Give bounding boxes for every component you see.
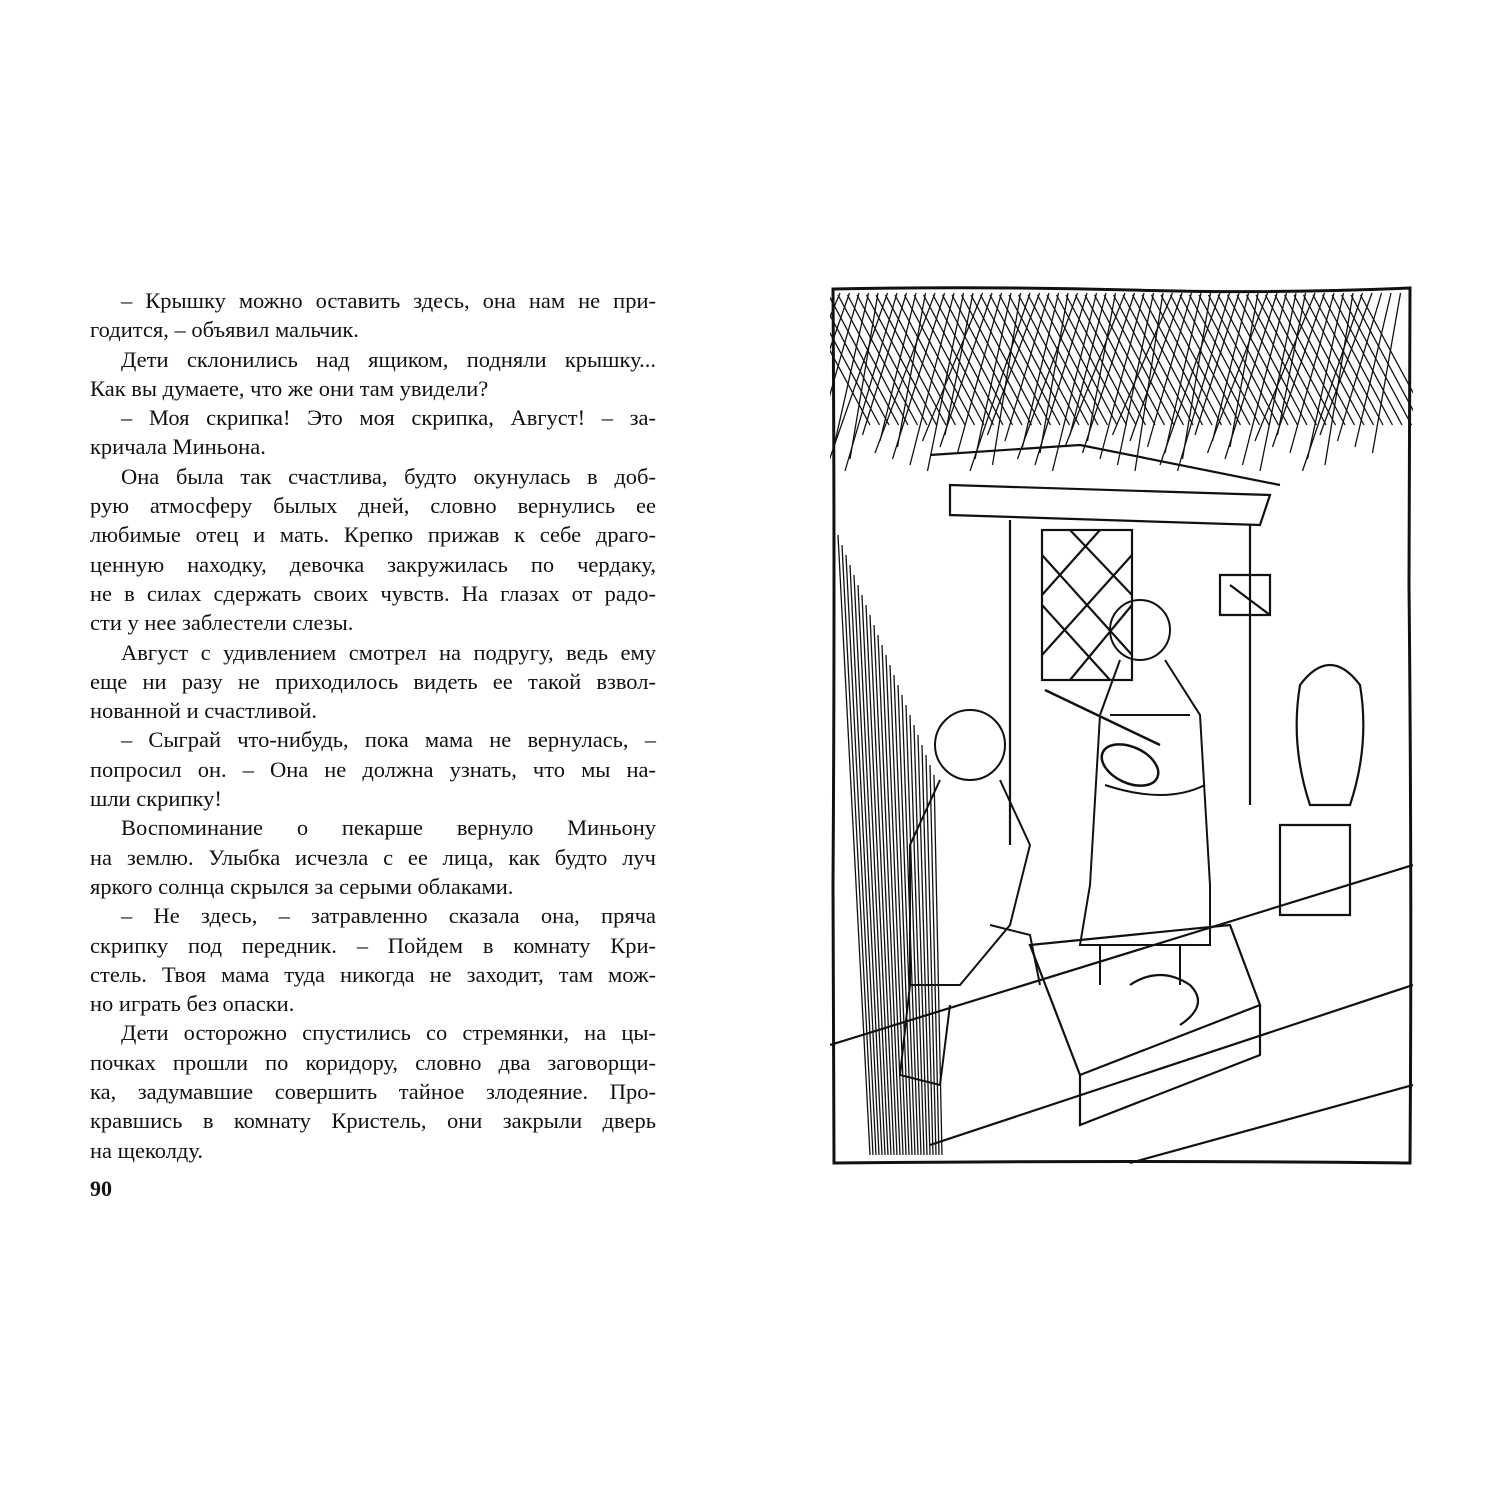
text-line: Она была так счастлива, будто окунулась в доб-	[121, 463, 656, 489]
text-line: кравшись в комнату Кристель, они закрыли дверь	[90, 1108, 656, 1134]
text-line: стель. Твоя мама туда никогда не заходит, там мож-	[90, 961, 656, 987]
text-line: – Не здесь, – затравленно сказала она, пряча	[121, 903, 656, 929]
girl-figure	[1080, 600, 1210, 985]
text-line: почках прошли по коридору, словно два заговорщи-	[90, 1049, 656, 1075]
text-line: попросил он. – Она не должна узнать, что мы на-	[90, 756, 656, 782]
hatch-stroke	[1160, 293, 1220, 465]
hatch-stroke	[1361, 295, 1414, 425]
hatch-stroke	[870, 615, 894, 1155]
hatch-stroke	[863, 293, 907, 435]
text-line: любимые отец и мать. Крепко прижав к себе драго-	[90, 522, 656, 548]
hatch-stroke	[1195, 293, 1239, 435]
text-line: шли скрипку!	[90, 786, 222, 812]
hatch-stroke	[1076, 295, 1146, 425]
hatch-stroke	[1230, 293, 1258, 447]
hatch-stroke	[1338, 293, 1382, 441]
hatch-stroke	[1183, 293, 1211, 459]
text-line: – Моя скрипка! Это моя скрипка, Август! – за-	[121, 405, 656, 431]
text-line: но играть без опаски.	[90, 991, 295, 1017]
hatch-stroke	[990, 295, 1060, 425]
text-line: Воспоминание о пекарше вернуло Миньону	[121, 815, 656, 841]
roof-hatching	[830, 293, 1413, 1155]
hatch-stroke	[850, 293, 878, 459]
hatch-stroke	[1323, 295, 1393, 425]
text-line: Как вы думаете, что же они там увидели?	[90, 375, 489, 401]
hatch-stroke	[1237, 295, 1307, 425]
text-line: еще ни разу не приходилось видеть ее такой взвол-	[90, 668, 656, 694]
hatch-stroke	[1070, 293, 1106, 435]
text-line: рую атмосферу былых дней, словно вернулись ее	[90, 493, 656, 519]
hatch-stroke	[1180, 295, 1250, 425]
text-line: Дети осторожно спустились со стремянки, на цы-	[121, 1020, 656, 1046]
hatch-stroke	[857, 295, 927, 425]
hatch-stroke	[970, 293, 1030, 471]
hatch-stroke	[1135, 293, 1163, 471]
hatch-stroke	[1005, 293, 1049, 441]
text-line: на землю. Улыбка исчезла с ее лица, как будто луч	[90, 844, 656, 870]
text-line: – Сыграй что-нибудь, пока мама не вернулась, –	[121, 727, 656, 753]
text-line: кричала Миньона.	[90, 434, 266, 460]
text-line: сти у нее заблестели слезы.	[90, 610, 354, 636]
body-text	[90, 286, 656, 1165]
hatch-stroke	[874, 625, 897, 1155]
hatch-stroke	[898, 293, 926, 447]
hatch-stroke	[1190, 295, 1260, 425]
page-number: 90	[90, 1176, 112, 1201]
text-line: ценную находку, девочка закружилась по чердаку,	[90, 551, 656, 577]
text-line: нованной и счастливой.	[90, 698, 318, 724]
hatch-stroke	[880, 293, 916, 441]
hatch-stroke	[838, 535, 870, 1155]
text-line: скрипку под передник. – Пойдем в комнату Кри-	[90, 932, 656, 958]
text-line: не в силах сдержать своих чувств. На глазах от радо-	[90, 580, 656, 606]
hatch-stroke	[905, 295, 975, 425]
text-line: ка, задумавшие совершить тайное злодеяние. Про-	[90, 1079, 656, 1105]
text-line: годится, – объявил мальчик.	[90, 317, 359, 343]
text-line: Дети склонились над ящиком, подняли крышку...	[121, 346, 656, 372]
hatch-stroke	[848, 295, 918, 425]
text-line: Август с удивлением смотрел на подругу, ведь ему	[121, 639, 656, 665]
text-line: – Крышку можно оставить здесь, она нам не при-	[121, 288, 656, 313]
text-line: яркого солнца скрылся за серыми облаками.	[90, 873, 514, 899]
illustration-attic-violin	[830, 285, 1413, 1167]
hatch-stroke	[1303, 293, 1363, 471]
text-line: на щеколду.	[90, 1137, 204, 1163]
open-box	[1030, 925, 1260, 1125]
hatch-stroke	[886, 295, 956, 425]
hatch-stroke	[1342, 295, 1412, 425]
hatch-stroke	[1213, 293, 1249, 441]
boy-figure	[900, 710, 1040, 1085]
hatch-stroke	[1218, 295, 1288, 425]
violin	[1045, 690, 1165, 794]
hatch-stroke	[1028, 295, 1098, 425]
hatch-stroke	[1047, 295, 1117, 425]
hatch-stroke	[1040, 293, 1068, 453]
hatch-stroke	[1373, 293, 1401, 453]
